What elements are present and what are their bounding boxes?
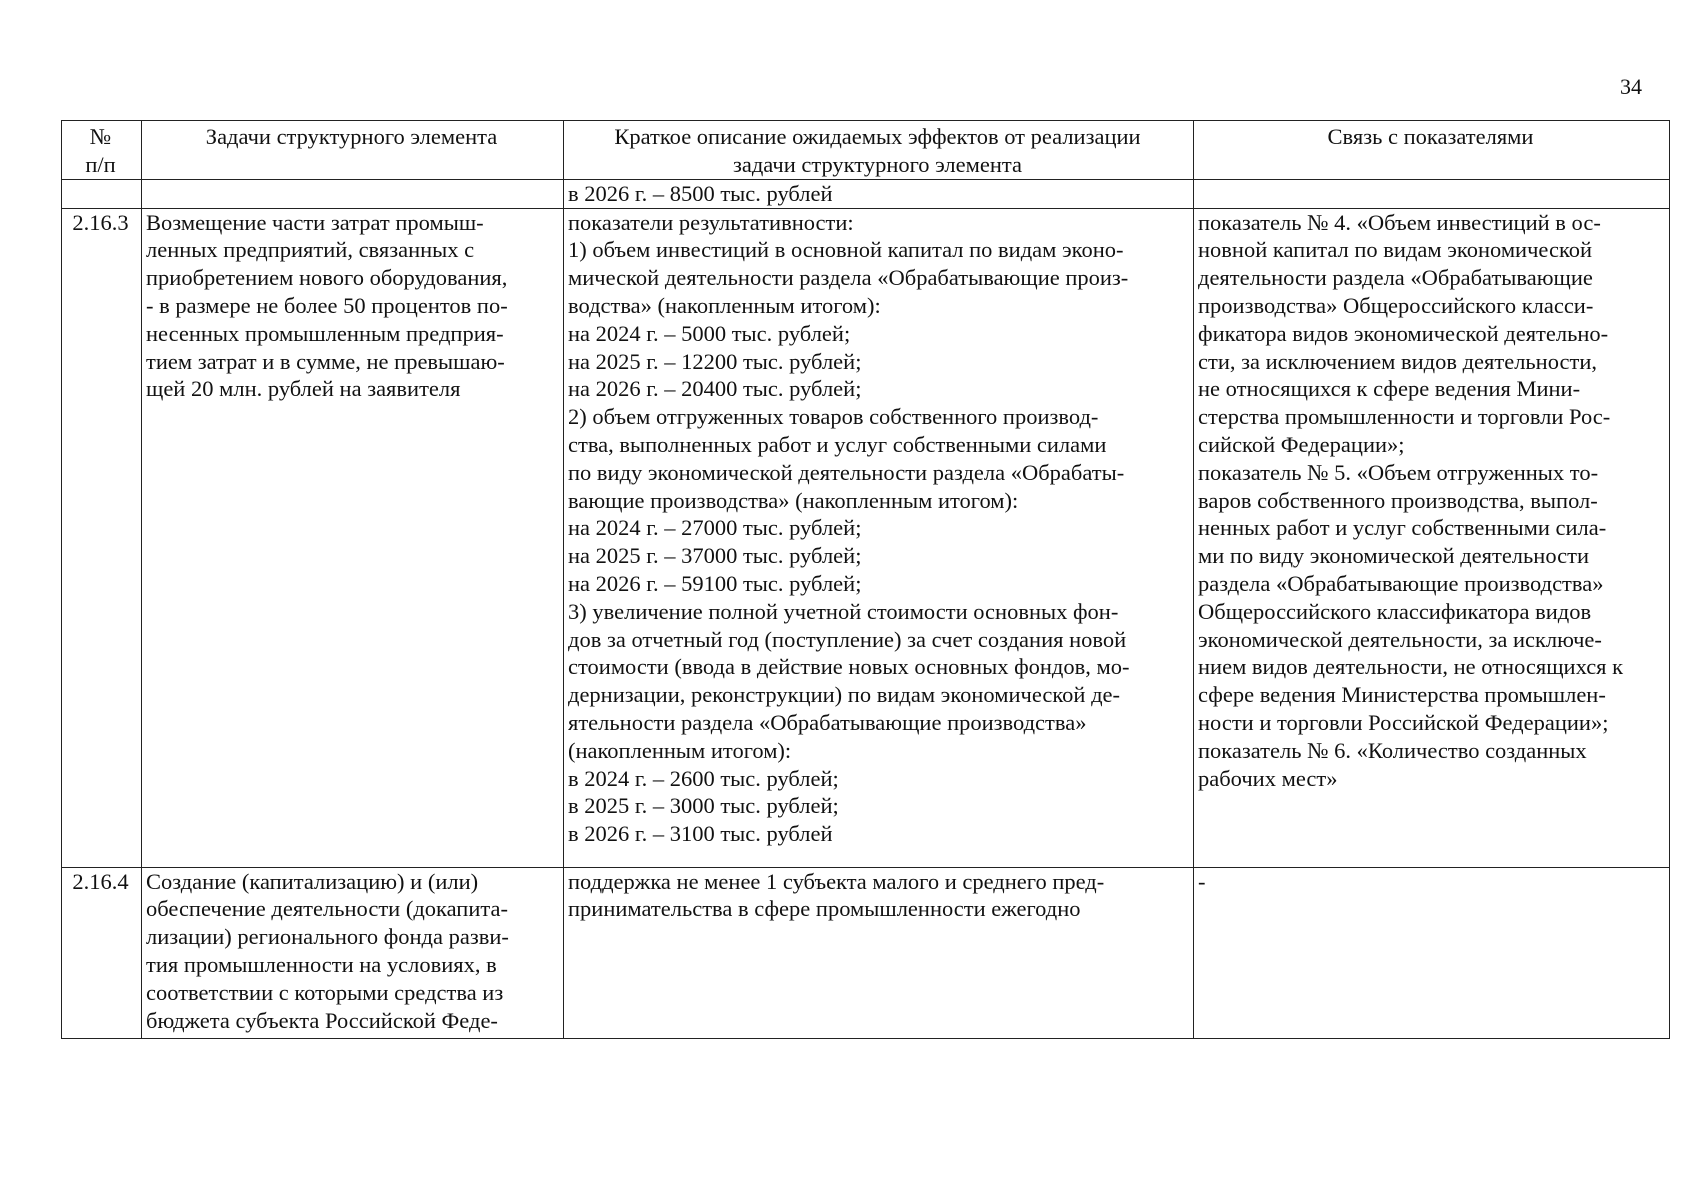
effects-line: в 2026 г. – 3100 тыс. рублей — [568, 821, 833, 847]
table-row — [62, 208, 1670, 867]
effects-line: на 2026 г. – 59100 тыс. рублей; — [568, 570, 862, 596]
effects-line: дернизации, реконструкции) по видам экономической де- — [568, 682, 1120, 708]
cell-indicators — [1194, 208, 1670, 867]
tasks-line: щей 20 млн. рублей на заявителя — [146, 376, 461, 402]
tasks-line: приобретением нового оборудования, — [146, 265, 508, 291]
effects-line: в 2024 г. – 2600 тыс. рублей; — [568, 765, 839, 791]
indicators-line: сти, за исключением видов деятельности, — [1198, 348, 1598, 374]
indicators-line: не относящихся к сфере ведения Мини- — [1198, 376, 1581, 402]
header-effects — [564, 121, 1194, 180]
cell-tasks — [142, 179, 564, 208]
tasks-line: соответствии с которыми средства из — [146, 979, 504, 1005]
cell-tasks — [142, 867, 564, 1038]
header-effects-line: задачи структурного элемента — [732, 151, 1023, 177]
header-indicators — [1194, 121, 1670, 180]
tasks-line: ленных предприятий, связанных с — [146, 237, 475, 263]
effects-line: показатели результативности: — [568, 209, 854, 235]
cell-indicators — [1194, 867, 1670, 1038]
indicators-line: экономической деятельности, за исключе- — [1198, 626, 1602, 652]
effects-line: 1) объем инвестиций в основной капитал по видам эконо- — [568, 237, 1124, 263]
effects-line: принимательства в сфере промышленности ежегодно — [568, 896, 1081, 922]
effects-line: стоимости (ввода в действие новых основных фондов, мо- — [568, 654, 1130, 680]
cell-tasks — [142, 208, 564, 867]
tasks-line: тия промышленности на условиях, в — [146, 951, 497, 977]
header-num — [62, 121, 142, 180]
indicators-line: новной капитал по видам экономической — [1198, 237, 1593, 263]
tasks-line: тием затрат и в сумме, не превышаю- — [146, 348, 505, 374]
page-number: 34 — [1620, 74, 1642, 99]
indicators-line: сийской Федерации»; — [1198, 431, 1405, 457]
indicators-line: раздела «Обрабатывающие производства» — [1198, 570, 1604, 596]
effects-line: на 2024 г. – 5000 тыс. рублей; — [568, 320, 851, 346]
cell-num — [62, 179, 142, 208]
indicators-line: ненных работ и услуг собственными сила- — [1198, 515, 1607, 541]
header-tasks-line: Задачи структурного элемента — [205, 124, 498, 149]
table-header-row — [62, 121, 1670, 180]
indicators-line: показатель № 4. «Объем инвестиций в ос- — [1198, 209, 1601, 235]
effects-line: на 2025 г. – 37000 тыс. рублей; — [568, 543, 862, 569]
effects-line: в 2026 г. – 8500 тыс. рублей — [568, 180, 833, 206]
cell-num: 2.16.3 — [62, 208, 142, 867]
cell-effects — [564, 208, 1194, 867]
tasks-line: - в размере не более 50 процентов по- — [146, 292, 508, 318]
effects-line: поддержка не менее 1 субъекта малого и среднего пред- — [568, 868, 1105, 894]
effects-line: дов за отчетный год (поступление) за счет создания новой — [568, 626, 1127, 652]
effects-line: 3) увеличение полной учетной стоимости основных фон- — [568, 598, 1119, 624]
indicators-line: фикатора видов экономической деятельно- — [1198, 320, 1609, 346]
header-tasks — [142, 121, 564, 180]
effects-line: в 2025 г. – 3000 тыс. рублей; — [568, 793, 839, 819]
indicators-line: нием видов деятельности, не относящихся к — [1198, 654, 1624, 680]
effects-line: мической деятельности раздела «Обрабатывающие произ- — [568, 265, 1129, 291]
effects-line: вающие производства» (накопленным итогом): — [568, 487, 1019, 513]
indicators-line: деятельности раздела «Обрабатывающие — [1198, 265, 1593, 291]
indicators-line: ности и торговли Российской Федерации»; — [1198, 709, 1609, 735]
effects-line: (накопленным итогом): — [568, 737, 792, 763]
header-indicators-line: Связь с показателями — [1327, 124, 1534, 149]
effects-line: ства, выполненных работ и услуг собственными силами — [568, 431, 1107, 457]
continuation-row — [62, 179, 1670, 208]
effects-line: 2) объем отгруженных товаров собственного производ- — [568, 404, 1099, 430]
effects-line: на 2024 г. – 27000 тыс. рублей; — [568, 515, 862, 541]
cell-effects — [564, 179, 1194, 208]
tasks-line: лизации) регионального фонда разви- — [146, 924, 509, 950]
indicators-line: стерства промышленности и торговли Рос- — [1198, 404, 1611, 430]
effects-line: по виду экономической деятельности раздела «Обрабаты- — [568, 459, 1125, 485]
effects-line: водства» (накопленным итогом): — [568, 292, 881, 318]
header-effects-line: Краткое описание ожидаемых эффектов от реализации — [614, 124, 1141, 149]
tasks-line: несенных промышленным предприя- — [146, 320, 504, 346]
effects-line: на 2026 г. – 20400 тыс. рублей; — [568, 376, 862, 402]
indicators-line: рабочих мест» — [1198, 765, 1338, 791]
tasks-line: бюджета субъекта Российской Феде- — [146, 1007, 498, 1033]
cell-num: 2.16.4 — [62, 867, 142, 1038]
indicators-line: - — [1198, 868, 1206, 894]
indicators-line: ми по виду экономической деятельности — [1198, 543, 1590, 569]
indicators-line: сфере ведения Министерства промышлен- — [1198, 682, 1606, 708]
header-num-line: № — [89, 124, 112, 149]
effects-line: на 2025 г. – 12200 тыс. рублей; — [568, 348, 862, 374]
cell-effects — [564, 867, 1194, 1038]
tasks-table — [61, 120, 1670, 1039]
tasks-line: обеспечение деятельности (докапита- — [146, 896, 508, 922]
indicators-line: варов собственного производства, выпол- — [1198, 487, 1598, 513]
table-row — [62, 867, 1670, 1038]
header-num-line: п/п — [85, 151, 116, 177]
indicators-line: производства» Общероссийского класси- — [1198, 292, 1594, 318]
indicators-line: показатель № 5. «Объем отгруженных то- — [1198, 459, 1599, 485]
indicators-line: Общероссийского классификатора видов — [1198, 598, 1592, 624]
tasks-line: Создание (капитализацию) и (или) — [146, 868, 479, 894]
indicators-line: показатель № 6. «Количество созданных — [1198, 737, 1587, 763]
effects-line: ятельности раздела «Обрабатывающие производства» — [568, 709, 1087, 735]
tasks-line: Возмещение части затрат промыш- — [146, 209, 484, 235]
cell-indicators — [1194, 179, 1670, 208]
